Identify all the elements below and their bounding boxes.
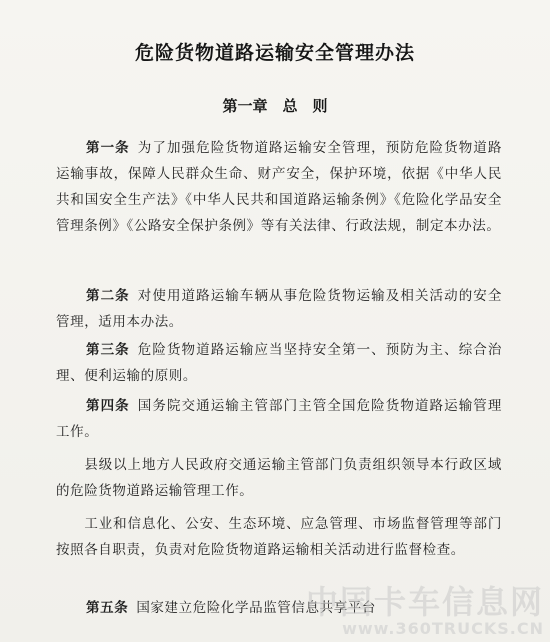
article-text: 危险货物道路运输应当坚持安全第一、预防为主、综合治理、便利运输的原则。 <box>56 342 502 384</box>
article-text: 国务院交通运输主管部门主管全国危险货物道路运输管理工作。 <box>56 398 502 440</box>
paragraph-article-3 <box>56 337 502 389</box>
document-title: 危险货物道路运输安全管理办法 <box>134 42 415 64</box>
paragraph-article-4 <box>56 393 502 445</box>
article-text: 为了加强危险货物道路运输安全管理，预防危险货物道路运输事故，保障人民群众生命、财产安全，保护环境，依据《中华人民共和国安全生产法》《中华人民共和国道路运输条例》《危险化学品安全管理条例》《公路安全保护条例》等有关法律、行政法规，制定本办法。 <box>56 140 502 234</box>
article-text: 工业和信息化、公安、生态环境、应急管理、市场监督管理等部门按照各自职责，负责对危险货物道路运输相关活动进行监督检查。 <box>56 516 502 558</box>
article-label: 第一条 <box>86 140 130 156</box>
article-text: 县级以上地方人民政府交通运输主管部门负责组织领导本行政区域的危险货物道路运输管理工作。 <box>56 457 502 499</box>
paragraph-article-1 <box>56 135 502 239</box>
chapter-heading: 第一章 总 则 <box>222 97 328 115</box>
article-text: 国家建立危险化学品监管信息共享平台 <box>136 600 377 616</box>
paragraph-article-4-clause-2 <box>56 452 502 504</box>
article-label: 第四条 <box>86 398 130 414</box>
paragraph-article-4-clause-3 <box>56 511 502 563</box>
paragraph-article-5 <box>56 595 502 621</box>
watermark-cn-text: 中国卡车信息网 <box>305 583 544 621</box>
article-label: 第二条 <box>86 288 130 304</box>
watermark-url-text: www.360TRUCKS.CN <box>342 619 544 638</box>
article-label: 第三条 <box>86 342 130 358</box>
article-text: 对使用道路运输车辆从事危险货物运输及相关活动的安全管理，适用本办法。 <box>56 288 502 330</box>
paragraph-article-2 <box>56 283 502 335</box>
article-label: 第五条 <box>86 600 129 616</box>
